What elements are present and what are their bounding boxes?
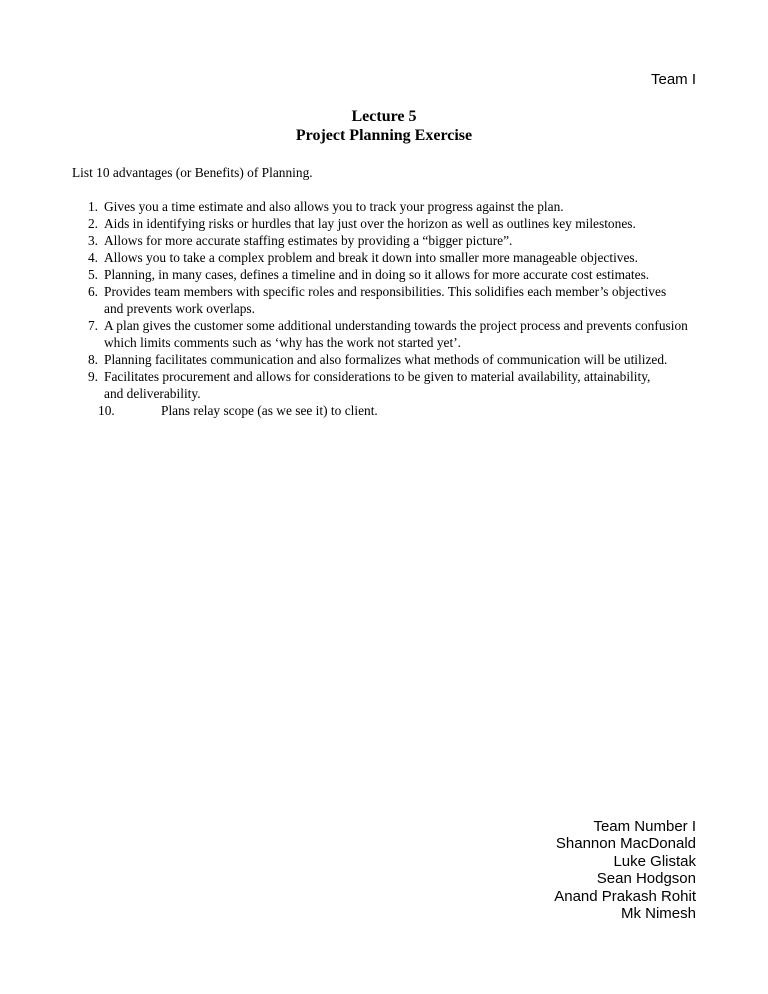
team-signature (554, 818, 696, 922)
list-item-text: A plan gives the customer some additional understanding towards the project process and prevents confusion which limits comments such as ‘why has the work not started yet’. (104, 318, 692, 350)
list-item-text: Allows you to take a complex problem and break it down into smaller more manageable objectives. (104, 250, 638, 265)
list-item (72, 215, 712, 232)
list-item (72, 402, 712, 419)
list-item (72, 351, 712, 368)
list-item-number: 3. (87, 233, 98, 248)
list-item (72, 266, 712, 283)
team-member: Sean Hodgson (596, 870, 696, 888)
team-member: Anand Prakash Rohit (554, 887, 696, 905)
title-line-lecture: Lecture 5 (351, 108, 417, 125)
list-item-text: Planning, in many cases, defines a timeline and in doing so it allows for more accurate cost estimates. (104, 267, 650, 282)
list-item-text: Allows for more accurate staffing estimates by providing a “bigger picture”. (104, 233, 513, 248)
list-item-number: 4. (87, 250, 98, 265)
list-item-text: Plans relay scope (as we see it) to client. (161, 403, 378, 418)
team-label: Team I (650, 71, 696, 88)
list-item-number: 2. (87, 216, 98, 231)
list-item (72, 317, 712, 351)
list-item-text: Aids in identifying risks or hurdles that lay just over the horizon as well as outlines key milestones. (104, 216, 636, 231)
list-item-text: Gives you a time estimate and also allows you to track your progress against the plan. (104, 199, 564, 214)
team-number: Team Number I (593, 818, 696, 835)
team-member: Mk Nimesh (620, 905, 696, 923)
list-item-number: 8. (87, 352, 98, 367)
list-item-number: 6. (87, 284, 98, 299)
team-member: Shannon MacDonald (555, 835, 696, 853)
list-item (72, 232, 712, 249)
list-item-text: Planning facilitates communication and also formalizes what methods of communication will be utilized. (104, 352, 668, 367)
document-title (0, 107, 768, 145)
list-item-number: 1. (87, 199, 98, 214)
advantages-list (72, 198, 712, 419)
intro-text: List 10 advantages (or Benefits) of Planning. (72, 165, 313, 180)
title-line-exercise: Project Planning Exercise (295, 127, 473, 144)
list-item-number: 10. (98, 403, 115, 418)
list-item-number: 5. (87, 267, 98, 282)
list-item (72, 198, 712, 215)
list-item-text: Provides team members with specific roles and responsibilities. This solidifies each member’s objectives and prevents work overlaps. (104, 284, 670, 316)
list-item (72, 283, 712, 317)
list-item (72, 368, 712, 402)
list-item (72, 249, 712, 266)
list-item-text: Facilitates procurement and allows for considerations to be given to material availability, attainability, and deliverability. (104, 369, 654, 401)
list-item-number: 9. (87, 369, 98, 384)
list-item-number: 7. (87, 318, 98, 333)
team-member: Luke Glistak (613, 852, 696, 870)
